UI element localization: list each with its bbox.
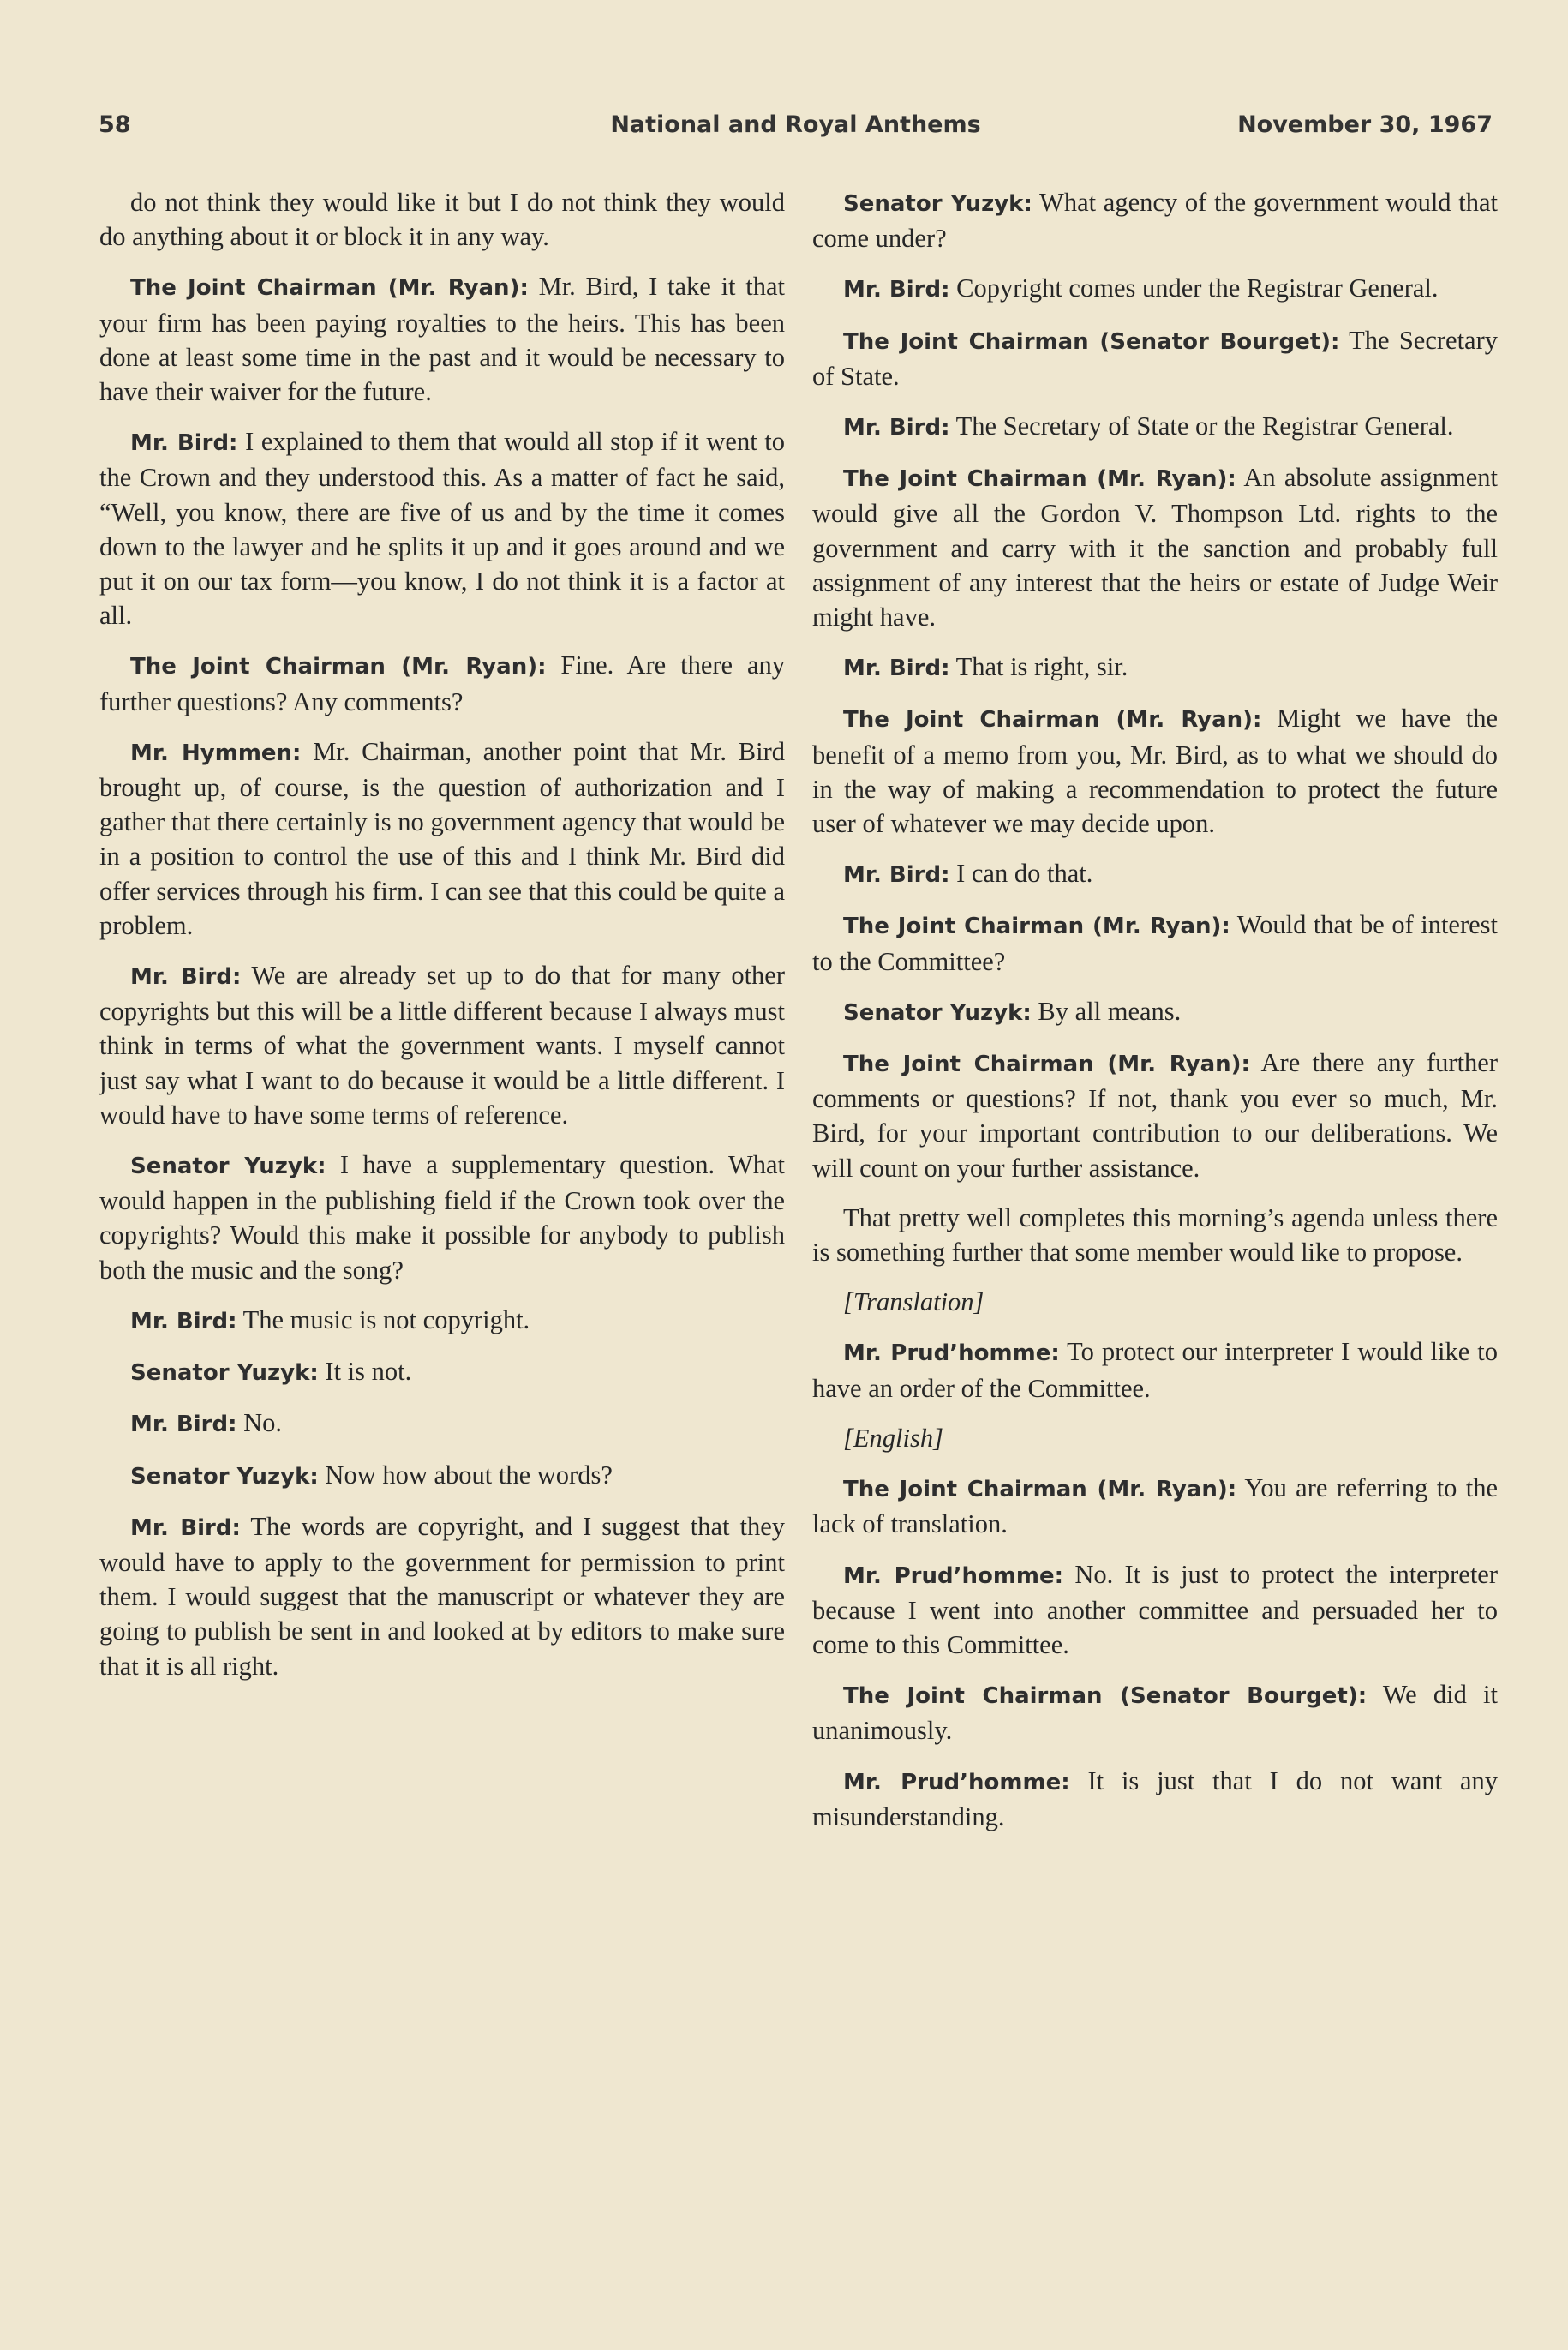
running-title: National and Royal Anthems bbox=[610, 111, 981, 138]
paragraph bbox=[99, 958, 785, 1132]
page-number: 58 bbox=[99, 111, 131, 138]
paragraph bbox=[812, 323, 1498, 393]
speech-text: You are referring to the lack of translation. bbox=[812, 1473, 1499, 1539]
speech-text: To protect our interpreter I would like to have an order of the Committee. bbox=[812, 1337, 1498, 1403]
speech-text: It is not. bbox=[325, 1357, 412, 1387]
speech-text: Might we have the benefit of a memo from you, Mr. Bird, as to what we should do in the way of making a recommendation to protect the future user of whatever we may decide upon. bbox=[812, 704, 1499, 839]
speaker-name: The Joint Chairman (Mr. Ryan): bbox=[130, 275, 529, 302]
speech-text: No. bbox=[243, 1408, 283, 1438]
speech-text: No. It is just to protect the interpreter because I went into another committee and persuaded her to come to this Committee. bbox=[812, 1559, 1498, 1659]
speaker-name: Mr. Bird: bbox=[130, 1514, 241, 1541]
paragraph bbox=[812, 908, 1498, 978]
speaker-name: Mr. Prud’homme: bbox=[843, 1340, 1060, 1367]
speech-text: Copyright comes under the Registrar General. bbox=[956, 273, 1439, 303]
speech-text: That is right, sir. bbox=[955, 652, 1128, 682]
speaker-name: Mr. Bird: bbox=[843, 277, 950, 303]
paragraph bbox=[99, 734, 785, 943]
paragraph bbox=[812, 1471, 1498, 1541]
paragraph bbox=[812, 1764, 1498, 1834]
speech-text: The words are copyright, and I suggest that they would have to apply to the government for permission to print them. I would suggest that the manuscript or whatever they are going to publish be sent in and looked at by editors to make sure that it is all right. bbox=[99, 1511, 785, 1681]
speech-text: Would that be of interest to the Committee? bbox=[812, 910, 1498, 976]
speech-text: Fine. Are there any further questions? Any comments? bbox=[99, 650, 785, 716]
speaker-name: Senator Yuzyk: bbox=[843, 191, 1032, 217]
speaker-name: Mr. Bird: bbox=[130, 430, 238, 457]
language-marker: [Translation] bbox=[843, 1287, 984, 1317]
speaker-name: Mr. Bird: bbox=[130, 964, 242, 991]
speech-text: The Secretary of State. bbox=[812, 325, 1498, 391]
right-column bbox=[812, 185, 1498, 1849]
paragraph bbox=[812, 460, 1498, 634]
speaker-name: Mr. Hymmen: bbox=[130, 740, 302, 766]
speaker-name: Mr. Prud’homme: bbox=[843, 1769, 1070, 1795]
paragraph bbox=[99, 1406, 785, 1442]
speech-text: It is just that I do not want any misunderstanding. bbox=[812, 1765, 1499, 1831]
speaker-name: Senator Yuzyk: bbox=[130, 1360, 319, 1387]
paragraph bbox=[812, 1201, 1498, 1269]
paragraph bbox=[812, 185, 1498, 255]
speaker-name: Mr. Bird: bbox=[130, 1308, 237, 1334]
paragraph bbox=[812, 994, 1498, 1030]
paragraph bbox=[99, 648, 785, 718]
paragraph bbox=[99, 1148, 785, 1287]
speech-text: What agency of the government would that come under? bbox=[812, 188, 1498, 254]
speaker-name: The Joint Chairman (Mr. Ryan): bbox=[843, 1477, 1237, 1503]
paragraph bbox=[812, 650, 1498, 686]
speech-text: I have a supplementary question. What would happen in the publishing field if the Crown took over the copyrights? Would this make it possible for anybody to publish both the music and the song? bbox=[99, 1150, 785, 1285]
speech-text: We did it unanimously. bbox=[812, 1680, 1499, 1746]
paragraph bbox=[812, 1557, 1498, 1663]
speech-text: Now how about the words? bbox=[325, 1460, 613, 1490]
speaker-name: The Joint Chairman (Mr. Ryan): bbox=[843, 707, 1262, 734]
paragraph bbox=[99, 424, 785, 632]
speaker-name: Mr. Bird: bbox=[130, 1412, 237, 1438]
paragraph bbox=[812, 1046, 1498, 1185]
speech-text: That pretty well completes this morning’s agenda unless there is something further that some member would like to propose. bbox=[812, 1202, 1498, 1268]
speech-text: do not think they would like it but I do not think they would do anything about it or block it in any way. bbox=[99, 188, 785, 252]
paragraph bbox=[812, 271, 1498, 307]
speech-text: By all means. bbox=[1038, 996, 1182, 1026]
speech-text: The Secretary of State or the Registrar General. bbox=[955, 411, 1454, 441]
paragraph bbox=[99, 1509, 785, 1683]
running-date: November 30, 1967 bbox=[1237, 111, 1493, 138]
paragraph bbox=[812, 1677, 1498, 1748]
paragraph bbox=[812, 1285, 1498, 1319]
left-column bbox=[99, 185, 785, 1699]
paragraph bbox=[812, 856, 1498, 892]
speaker-name: Mr. Bird: bbox=[843, 656, 950, 682]
speaker-name: Mr. Prud’homme: bbox=[843, 1562, 1064, 1589]
paragraph bbox=[99, 1458, 785, 1494]
speech-text: I can do that. bbox=[956, 859, 1093, 889]
speech-text: An absolute assignment would give all the Gordon V. Thompson Ltd. rights to the government and carry with it the sanction and probably full assignment of any interest that the heirs or estate of Judge Weir might have. bbox=[812, 463, 1498, 632]
speech-text: Mr. Bird, I take it that your firm has been paying royalties to the heirs. This has been done at least some time in the past and it would be necessary to have their waiver for the future. bbox=[99, 272, 786, 407]
speaker-name: The Joint Chairman (Mr. Ryan): bbox=[843, 466, 1236, 493]
paragraph bbox=[812, 1421, 1498, 1455]
page-header bbox=[99, 111, 1493, 151]
speech-text: We are already set up to do that for many other copyrights but this will be a little different because I always must think in terms of what the government wants. I myself cannot just say what I want to do because it would be a little different. I would have to have some terms of reference. bbox=[99, 961, 785, 1130]
paragraph bbox=[99, 1354, 785, 1390]
speaker-name: Senator Yuzyk: bbox=[843, 999, 1032, 1026]
speaker-name: Mr. Bird: bbox=[843, 862, 950, 889]
speech-text: I explained to them that would all stop if it went to the Crown and they understood this. As a matter of fact he said, “Well, you know, there are five of us and by the time it comes down to the lawyer and he splits it up and it goes around and we put it on our tax form—you know, I do not think it is a factor at all. bbox=[99, 427, 785, 631]
speech-text: Are there any further comments or questions? If not, thank you ever so much, Mr. Bird, for your important contribution to our deliberations. We will count on your further assistance. bbox=[812, 1048, 1498, 1183]
paragraph bbox=[812, 701, 1498, 841]
speaker-name: The Joint Chairman (Mr. Ryan): bbox=[843, 914, 1230, 940]
language-marker: [English] bbox=[843, 1423, 943, 1453]
speaker-name: The Joint Chairman (Senator Bourget): bbox=[843, 328, 1340, 355]
paragraph bbox=[99, 269, 785, 409]
speaker-name: Mr. Bird: bbox=[843, 415, 950, 441]
speaker-name: The Joint Chairman (Mr. Ryan): bbox=[843, 1052, 1250, 1078]
paragraph bbox=[812, 1334, 1498, 1405]
speech-text: The music is not copyright. bbox=[242, 1304, 530, 1334]
speaker-name: Senator Yuzyk: bbox=[130, 1154, 326, 1180]
speaker-name: The Joint Chairman (Mr. Ryan): bbox=[130, 654, 547, 680]
paragraph bbox=[99, 185, 785, 254]
speaker-name: Senator Yuzyk: bbox=[130, 1463, 319, 1490]
speech-text: Mr. Chairman, another point that Mr. Bird brought up, of course, is the question of authorization and I gather that there certainly is no government agency that would be in a position to control the use of this and I think Mr. Bird did offer services through his firm. I can see that this could be quite a problem. bbox=[99, 736, 785, 940]
paragraph bbox=[812, 409, 1498, 445]
speaker-name: The Joint Chairman (Senator Bourget): bbox=[843, 1683, 1368, 1710]
paragraph bbox=[99, 1303, 785, 1339]
